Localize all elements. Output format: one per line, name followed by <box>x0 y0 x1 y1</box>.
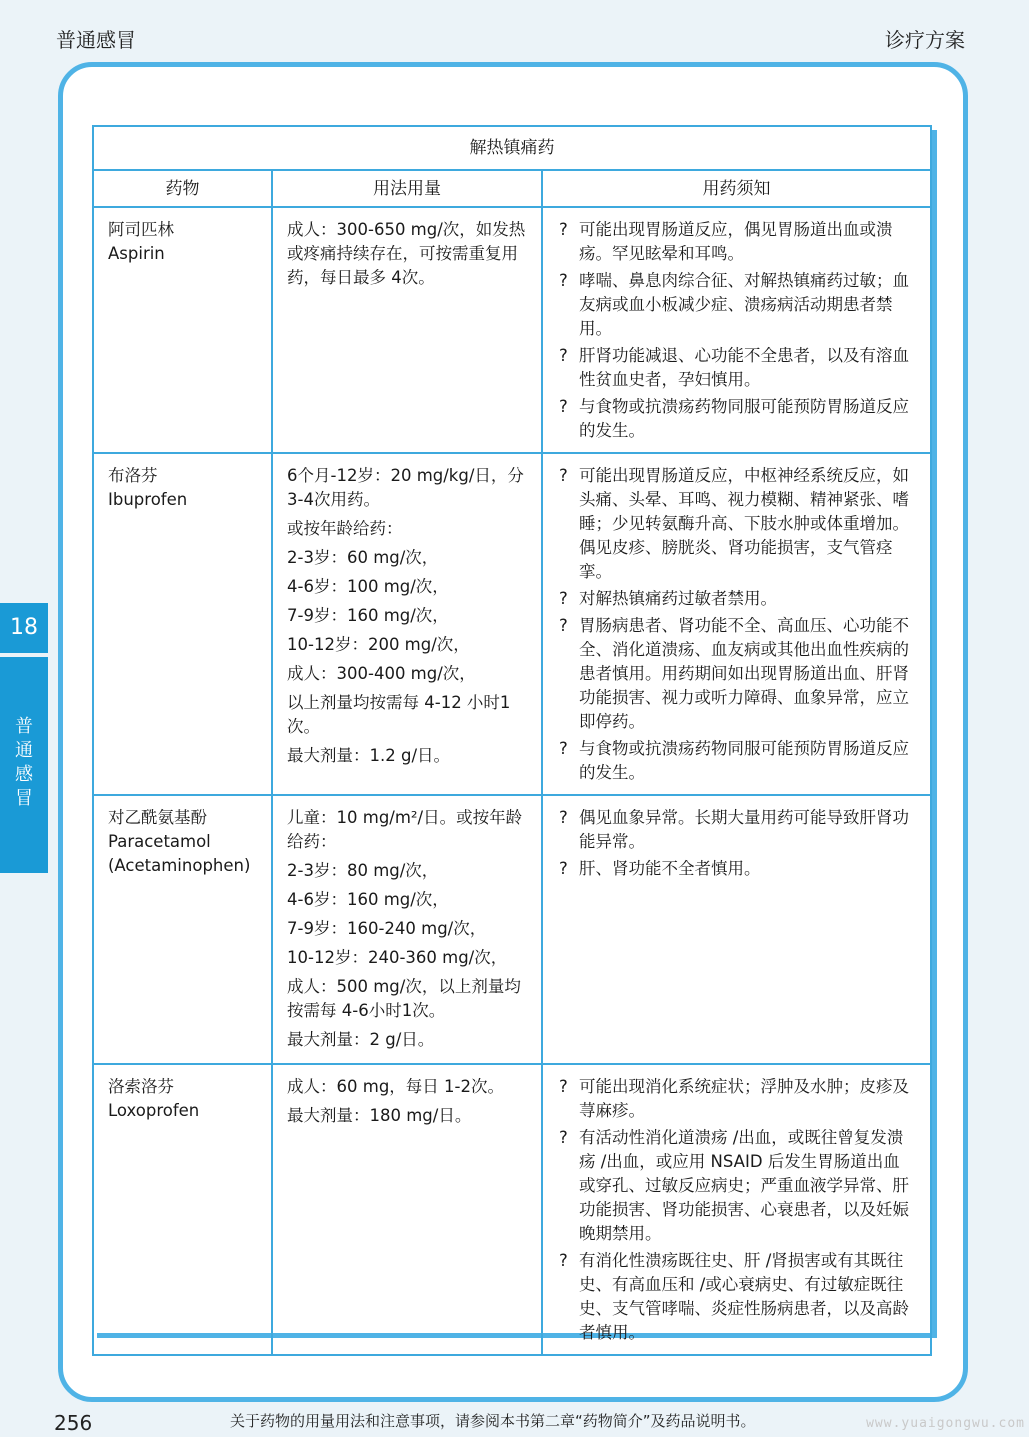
running-header-left: 普通感冒 <box>56 28 136 52</box>
note-item: ? 可能出现胃肠道反应，偶见胃肠道出血或溃疡。罕见眩晕和耳鸣。 <box>559 220 893 263</box>
bullet-glyph: ? <box>559 271 568 290</box>
drug-name-cn: 洛索洛芬 <box>108 1077 174 1096</box>
bullet-glyph: ? <box>559 397 568 416</box>
dosage-line: 6个月-12岁：20 mg/kg/日，分3-4次用药。 <box>287 466 524 509</box>
bullet-glyph: ? <box>559 1251 568 1270</box>
page-number: 256 <box>54 1411 93 1435</box>
table-row <box>93 795 931 1064</box>
drug-name-en-alt: (Acetaminophen) <box>108 856 251 875</box>
dosage-line: 10-12岁：200 mg/次， <box>287 635 470 654</box>
note-item: ? 肝、肾功能不全者慎用。 <box>579 857 910 881</box>
note-item: ? 可能出现胃肠道反应，中枢神经系统反应，如头痛、头晕、耳鸣、视力模糊、精神紧张、嗜睡；少见转氨酶升高、下肢水肿或体重增加。偶见皮疹、膀胱炎、肾功能损害，支气管痉挛。 <box>559 466 909 581</box>
notes-cell <box>542 453 931 795</box>
drug-name-cn: 布洛芬 <box>108 466 158 485</box>
dosage-line: 成人：60 mg，每日 1-2次。 <box>287 1077 504 1096</box>
column-header-notes: 用药须知 <box>542 170 931 207</box>
bullet-glyph: ? <box>559 859 568 878</box>
drug-name-cn: 阿司匹林 <box>108 220 174 239</box>
running-header-right: 诊疗方案 <box>885 28 965 52</box>
dosage-line: 最大剂量：1.2 g/日。 <box>287 746 451 765</box>
bullet-glyph: ? <box>559 220 568 239</box>
table-row <box>93 1064 931 1355</box>
dosage-line: 2-3岁：80 mg/次， <box>287 861 439 880</box>
bullet-glyph: ? <box>559 346 568 365</box>
bullet-glyph: ? <box>559 466 568 485</box>
drug-name-cell <box>93 453 272 795</box>
note-item: ? 对解热镇痛药过敏者禁用。 <box>579 587 910 611</box>
note-item: ? 哮喘、鼻息肉综合征、对解热镇痛药过敏；血友病或血小板减少症、溃疡病活动期患者禁用。 <box>559 271 909 338</box>
table-title: 解热镇痛药 <box>93 126 931 170</box>
dosage-line: 最大剂量：180 mg/日。 <box>287 1106 472 1125</box>
dosage-line: 儿童：10 mg/m²/日。或按年龄给药： <box>287 808 523 851</box>
drug-table <box>92 125 932 1356</box>
dosage-line: 成人：300-650 mg/次，如发热或疼痛持续存在，可按需重复用药，每日最多 4次。 <box>287 220 526 287</box>
watermark: www.yuaigongwu.com <box>866 1416 1025 1431</box>
drug-table-wrapper <box>92 125 932 1342</box>
drug-name-cell <box>93 1064 272 1355</box>
note-item: ? 可能出现消化系统症状；浮肿及水肿；皮疹及荨麻疹。 <box>559 1077 909 1120</box>
note-item: ? 偶见血象异常。长期大量用药可能导致肝肾功能异常。 <box>559 808 909 851</box>
dosage-cell <box>272 795 542 1064</box>
bullet-glyph: ? <box>559 1077 568 1096</box>
dosage-line: 以上剂量均按需每 4-12 小时1次。 <box>287 693 511 736</box>
chapter-number: 18 <box>0 603 48 657</box>
footnote: 关于药物的用量用法和注意事项，请参阅本书第二章“药物简介”及药品说明书。 <box>230 1412 756 1430</box>
dosage-cell <box>272 453 542 795</box>
drug-name-en: Aspirin <box>108 244 165 263</box>
drug-name-cn: 对乙酰氨基酚 <box>108 808 207 827</box>
table-row <box>93 207 931 453</box>
note-item: ? 肝肾功能减退、心功能不全患者，以及有溶血性贫血史者，孕妇慎用。 <box>559 346 909 389</box>
drug-name-en: Ibuprofen <box>108 490 188 509</box>
chapter-label: 普通感冒 <box>15 716 33 809</box>
dosage-cell <box>272 1064 542 1355</box>
dosage-line: 7-9岁：160 mg/次， <box>287 606 449 625</box>
drug-name-cell <box>93 795 272 1064</box>
dosage-line: 成人：300-400 mg/次， <box>287 664 476 683</box>
table-row <box>93 453 931 795</box>
bullet-glyph: ? <box>559 1128 568 1147</box>
dosage-cell <box>272 207 542 453</box>
dosage-line: 7-9岁：160-240 mg/次， <box>287 919 487 938</box>
dosage-line: 最大剂量：2 g/日。 <box>287 1030 435 1049</box>
bullet-glyph: ? <box>559 739 568 758</box>
dosage-line: 2-3岁：60 mg/次， <box>287 548 439 567</box>
drug-name-en: Loxoprofen <box>108 1101 200 1120</box>
note-item: ? 与食物或抗溃疡药物同服可能预防胃肠道反应的发生。 <box>559 739 909 782</box>
note-item: ? 有活动性消化道溃疡 /出血，或既往曾复发溃疡 /出血，或应用 NSAID 后发生胃肠道出血或穿孔、过敏反应病史；严重血液学异常、肝功能损害、肾功能损害、心衰患者，以及妊娠晚期禁用。 <box>559 1128 909 1243</box>
drug-name-en: Paracetamol <box>108 832 211 851</box>
drug-name-cell <box>93 207 272 453</box>
dosage-line: 4-6岁：100 mg/次， <box>287 577 449 596</box>
dosage-line: 4-6岁：160 mg/次， <box>287 890 449 909</box>
note-item: ? 有消化性溃疡既往史、肝 /肾损害或有其既往史、有高血压和 /或心衰病史、有过敏症既往史、支气管哮喘、炎症性肠病患者，以及高龄者慎用。 <box>559 1251 909 1342</box>
bullet-glyph: ? <box>559 616 568 635</box>
column-header-drug: 药物 <box>93 170 272 207</box>
dosage-line: 或按年龄给药： <box>287 519 403 538</box>
column-header-dosage: 用法用量 <box>272 170 542 207</box>
bullet-glyph: ? <box>559 589 568 608</box>
notes-cell <box>542 207 931 453</box>
chapter-tab <box>0 603 48 873</box>
note-item: ? 胃肠病患者、肾功能不全、高血压、心功能不全、消化道溃疡、血友病或其他出血性疾病的患者慎用。用药期间如出现胃肠道出血、肝肾功能损害、视力或听力障碍、血象异常，应立即停药。 <box>559 616 909 731</box>
notes-cell <box>542 795 931 1064</box>
dosage-line: 成人：500 mg/次，以上剂量均按需每 4-6小时1次。 <box>287 977 521 1020</box>
note-item: ? 与食物或抗溃疡药物同服可能预防胃肠道反应的发生。 <box>559 397 909 440</box>
bullet-glyph: ? <box>559 808 568 827</box>
notes-cell <box>542 1064 931 1355</box>
dosage-line: 10-12岁：240-360 mg/次， <box>287 948 508 967</box>
